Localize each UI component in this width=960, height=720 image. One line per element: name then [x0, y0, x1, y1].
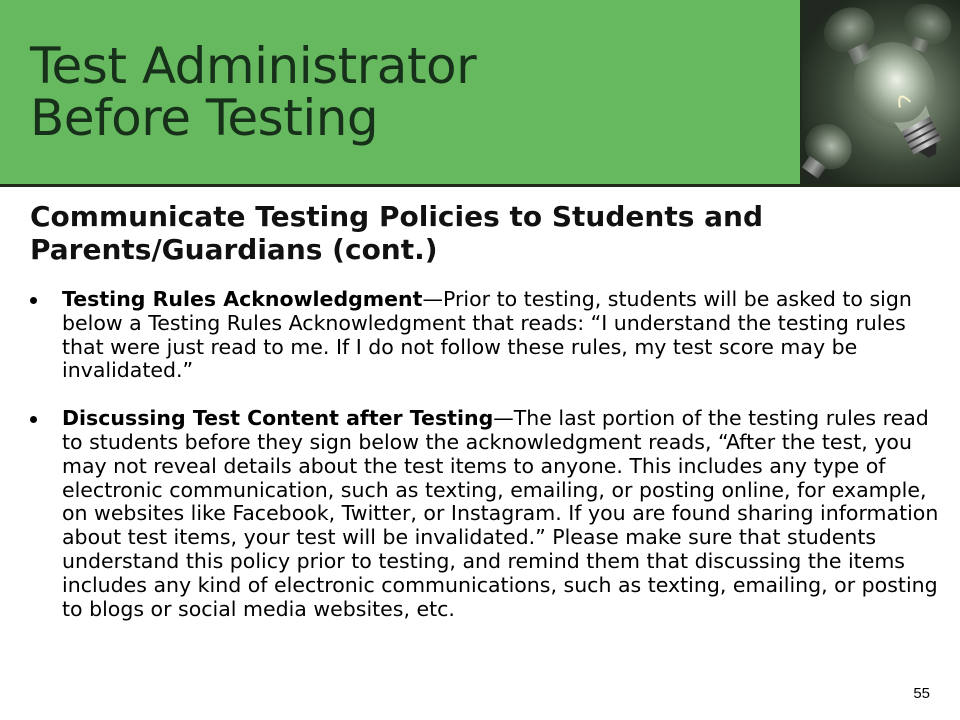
slide-title	[30, 37, 790, 147]
bullet-text: —The last portion of the testing rules read to students before they sign below the acknowledgment reads, “After the test, you may not reveal details about the test items to anyone. This includes any type of electronic communication, such as texting, emailing, or posting online, for example, on websites like Facebook, Twitter, or Instagram. If you are found sharing information about test items, your test will be invalidated.” Please make sure that students understand this policy prior to testing, and remind them that discussing the items includes any kind of electronic communications, such as texting, emailing, or posting to blogs or social media websites, etc.	[62, 406, 939, 621]
bullet-lead: Testing Rules Acknowledgment	[62, 287, 423, 311]
light-bulb-image	[800, 0, 960, 184]
title-line-1: Test Administrator	[30, 37, 477, 95]
bullet-lead: Discussing Test Content after Testing	[62, 406, 494, 431]
bullet-text: —Prior to testing, students will be asked to sign below a Testing Rules Acknowledgment that reads: “I understand the testing rules that were just read to me. If I do not follow these rules, my test score may be invalidated.”	[62, 287, 912, 383]
bullet-list	[30, 288, 940, 645]
page-number: 55	[913, 685, 930, 702]
bullet-icon	[30, 297, 37, 304]
light-bulb-icon	[802, 0, 960, 184]
bullet-item-discussing-content	[30, 407, 940, 621]
bullet-item-acknowledgment	[30, 288, 940, 383]
section-heading: Communicate Testing Policies to Students and Parents/Guardians (cont.)	[30, 200, 764, 266]
header-divider	[0, 184, 960, 187]
title-line-2: Before Testing	[30, 89, 379, 147]
bullet-icon	[30, 416, 37, 423]
